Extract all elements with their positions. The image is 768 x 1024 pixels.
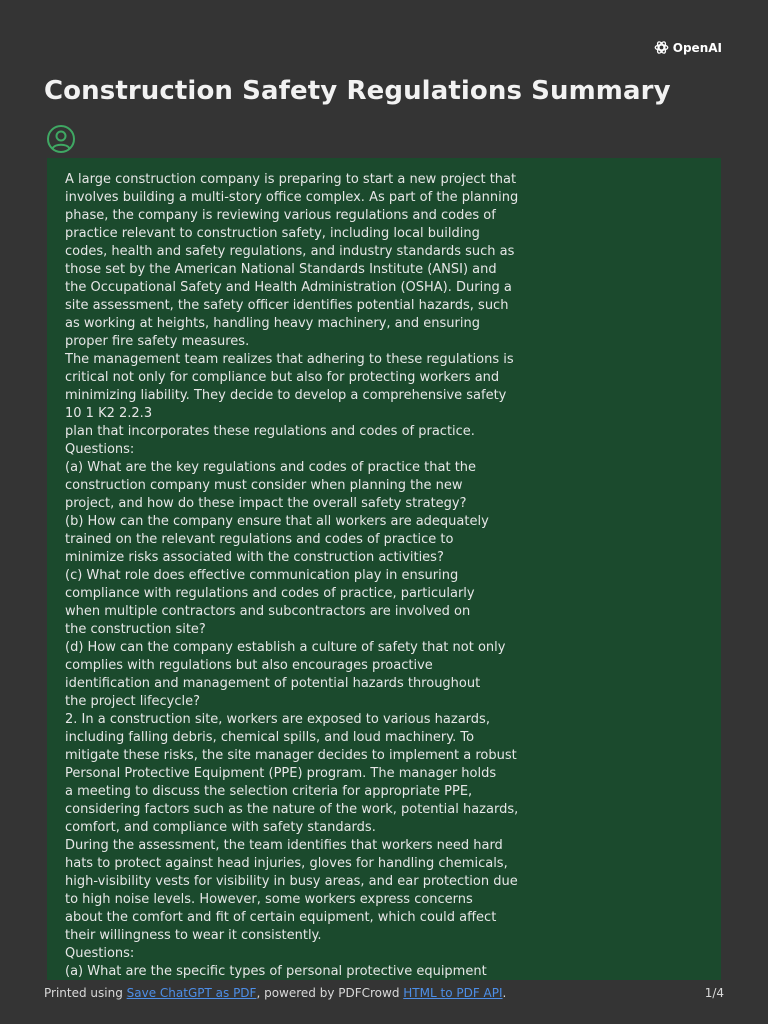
message-line: the Occupational Safety and Health Administration (OSHA). During a: [65, 280, 512, 295]
message-line: comfort, and compliance with safety standards.: [65, 820, 376, 835]
message-line: considering factors such as the nature of the work, potential hazards,: [65, 802, 519, 817]
user-avatar-icon: [46, 124, 76, 154]
save-chatgpt-pdf-link[interactable]: Save ChatGPT as PDF: [126, 986, 257, 1000]
openai-logo-text: OpenAI: [672, 40, 722, 55]
message-line: 2. In a construction site, workers are exposed to various hazards,: [65, 712, 490, 727]
openai-logo-icon: [654, 40, 669, 55]
message-line: minimize risks associated with the construction activities?: [65, 550, 444, 565]
message-line: 10 1 K2 2.2.3: [65, 406, 153, 421]
message-line: (a) What are the specific types of personal protective equipment: [65, 964, 487, 979]
message-line: a meeting to discuss the selection criteria for appropriate PPE,: [65, 784, 473, 799]
pdf-footer: [44, 986, 724, 1000]
message-line: Questions:: [65, 442, 135, 457]
message-line: phase, the company is reviewing various regulations and codes of: [65, 208, 496, 223]
message-line: Questions:: [65, 946, 135, 961]
message-line: identification and management of potential hazards throughout: [65, 676, 481, 691]
message-line: to high noise levels. However, some workers express concerns: [65, 892, 473, 907]
message-line: A large construction company is preparing to start a new project that: [65, 172, 517, 187]
page-title: Construction Safety Regulations Summary: [44, 76, 671, 106]
message-line: The management team realizes that adhering to these regulations is: [65, 352, 514, 367]
message-line: as working at heights, handling heavy machinery, and ensuring: [65, 316, 480, 331]
message-line: (a) What are the key regulations and codes of practice that the: [65, 460, 477, 475]
openai-logo: [654, 40, 722, 55]
message-line: those set by the American National Standards Institute (ANSI) and: [65, 262, 497, 277]
message-line: (d) How can the company establish a culture of safety that not only: [65, 640, 506, 655]
message-line: including falling debris, chemical spills, and loud machinery. To: [65, 730, 475, 745]
message-line: their willingness to wear it consistently.: [65, 928, 322, 943]
message-line: hats to protect against head injuries, gloves for handling chemicals,: [65, 856, 508, 871]
message-line: site assessment, the safety officer identifies potential hazards, such: [65, 298, 509, 313]
message-line: critical not only for compliance but also for protecting workers and: [65, 370, 500, 385]
message-line: construction company must consider when planning the new: [65, 478, 463, 493]
message-line: (b) How can the company ensure that all workers are adequately: [65, 514, 489, 529]
message-line: (c) What role does effective communication play in ensuring: [65, 568, 459, 583]
html-to-pdf-api-link[interactable]: HTML to PDF API: [403, 986, 503, 1000]
message-line: During the assessment, the team identifies that workers need hard: [65, 838, 503, 853]
page-number: 1/4: [704, 986, 724, 1000]
message-line: involves building a multi-story office complex. As part of the planning: [65, 190, 519, 205]
message-line: the project lifecycle?: [65, 694, 201, 709]
user-message-bubble: [47, 158, 721, 980]
message-line: codes, health and safety regulations, and industry standards such as: [65, 244, 515, 259]
message-line: Personal Protective Equipment (PPE) program. The manager holds: [65, 766, 497, 781]
footer-suffix: .: [502, 986, 507, 1000]
message-line: about the comfort and fit of certain equipment, which could affect: [65, 910, 497, 925]
message-line: the construction site?: [65, 622, 206, 637]
footer-middle: , powered by PDFCrowd: [256, 986, 404, 1000]
message-line: proper fire safety measures.: [65, 334, 250, 349]
message-line: high-visibility vests for visibility in busy areas, and ear protection due: [65, 874, 518, 889]
message-line: trained on the relevant regulations and codes of practice to: [65, 532, 454, 547]
message-line: practice relevant to construction safety, including local building: [65, 226, 480, 241]
message-line: project, and how do these impact the overall safety strategy?: [65, 496, 467, 511]
message-line: when multiple contractors and subcontractors are involved on: [65, 604, 471, 619]
message-line: mitigate these risks, the site manager decides to implement a robust: [65, 748, 517, 763]
message-line: plan that incorporates these regulations and codes of practice.: [65, 424, 475, 439]
message-line: compliance with regulations and codes of practice, particularly: [65, 586, 475, 601]
message-line: complies with regulations but also encourages proactive: [65, 658, 433, 673]
message-line: minimizing liability. They decide to develop a comprehensive safety: [65, 388, 507, 403]
message-text: [65, 171, 535, 980]
footer-prefix: Printed using: [44, 986, 127, 1000]
